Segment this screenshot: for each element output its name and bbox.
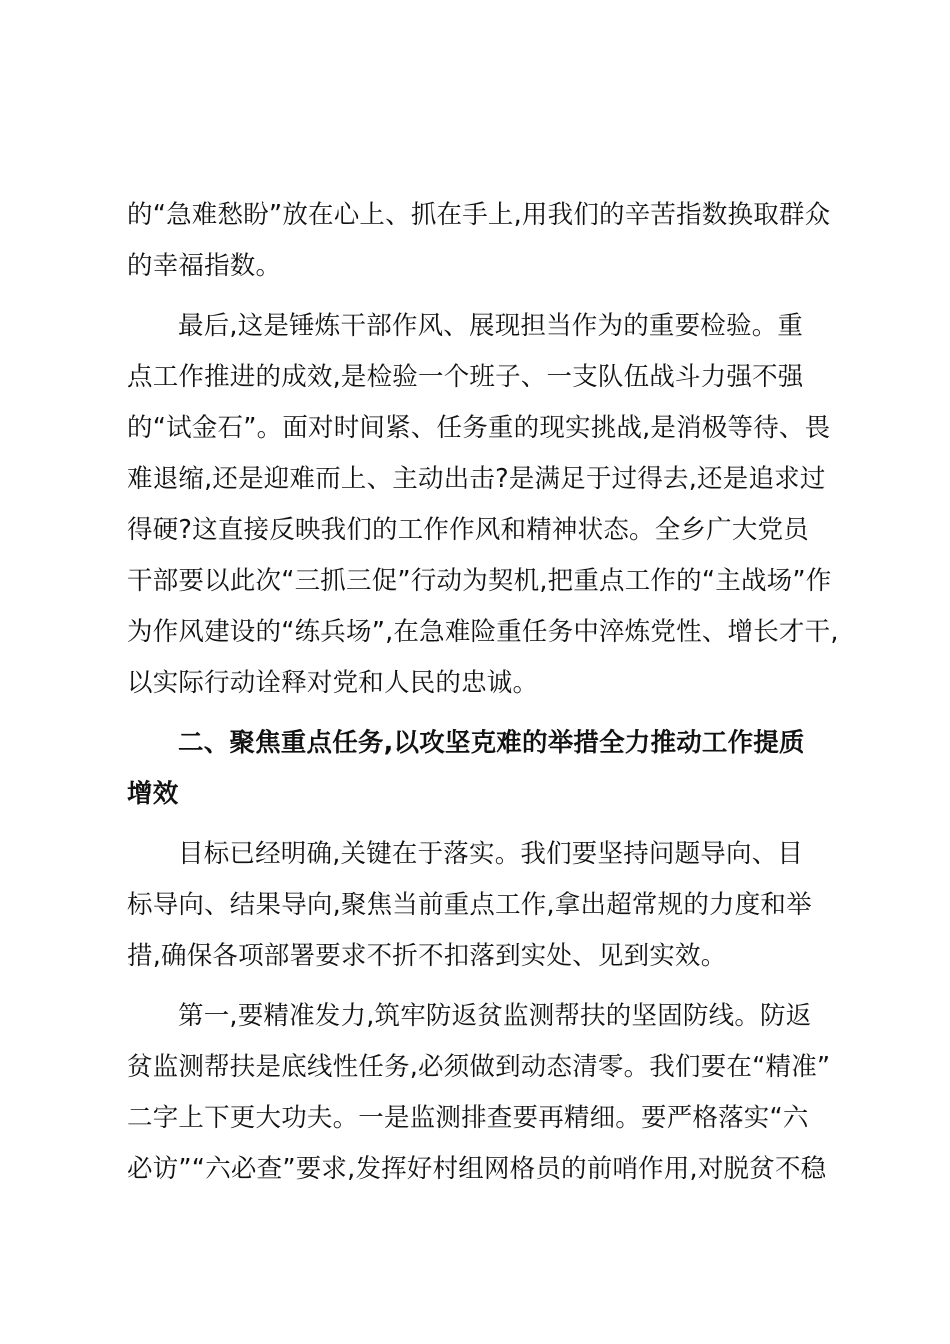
text-line: 得硬?这直接反映我们的工作作风和精神状态。全乡广大党员 [127, 515, 809, 545]
text-line: 措,确保各项部署要求不折不扣落到实处、见到实效。 [127, 941, 727, 971]
text-line: 必访”“六必查”要求,发挥好村组网格员的前哨作用,对脱贫不稳 [127, 1154, 827, 1184]
heading-line: 增效 [127, 779, 179, 809]
text-line: 以实际行动诠释对党和人民的忠诚。 [127, 668, 539, 698]
paragraph-implementation [127, 829, 827, 982]
text-line: 难退缩,还是迎难而上、主动出击?是满足于过得去,还是追求过 [127, 464, 826, 494]
text-line: 贫监测帮扶是底线性任务,必须做到动态清零。我们要在“精准” [127, 1052, 831, 1082]
paragraph-first-point [127, 991, 831, 1195]
text-line: 最后,这是锤炼干部作风、展现担当作为的重要检验。重 [178, 311, 804, 341]
text-line: 的“急难愁盼”放在心上、抓在手上,用我们的辛苦指数换取群众 [127, 200, 831, 230]
text-line: 二字上下更大功夫。一是监测排查要再精细。要严格落实“六 [127, 1103, 809, 1133]
text-line: 点工作推进的成效,是检验一个班子、一支队伍战斗力强不强 [127, 362, 804, 392]
paragraph-cadre-style [127, 301, 839, 709]
text-line: 标导向、结果导向,聚焦当前重点工作,拿出超常规的力度和举 [127, 890, 812, 920]
text-line: 为作风建设的“练兵场”,在急难险重任务中淬炼党性、增长才干, [127, 617, 839, 647]
text-line: 的幸福指数。 [127, 251, 282, 281]
text-line: 第一,要精准发力,筑牢防返贫监测帮扶的坚固防线。防返 [178, 1001, 812, 1031]
text-line: 干部要以此次“三抓三促”行动为契机,把重点工作的“主战场”作 [127, 566, 832, 596]
section-heading [127, 718, 827, 820]
text-line: 的“试金石”。面对时间紧、任务重的现实挑战,是消极等待、畏 [127, 413, 831, 443]
text-line: 目标已经明确,关键在于落实。我们要坚持问题导向、目 [178, 839, 804, 869]
document-body [127, 190, 839, 1204]
heading-line: 二、聚焦重点任务,以攻坚克难的举措全力推动工作提质 [178, 728, 805, 758]
paragraph-continued [127, 190, 831, 292]
